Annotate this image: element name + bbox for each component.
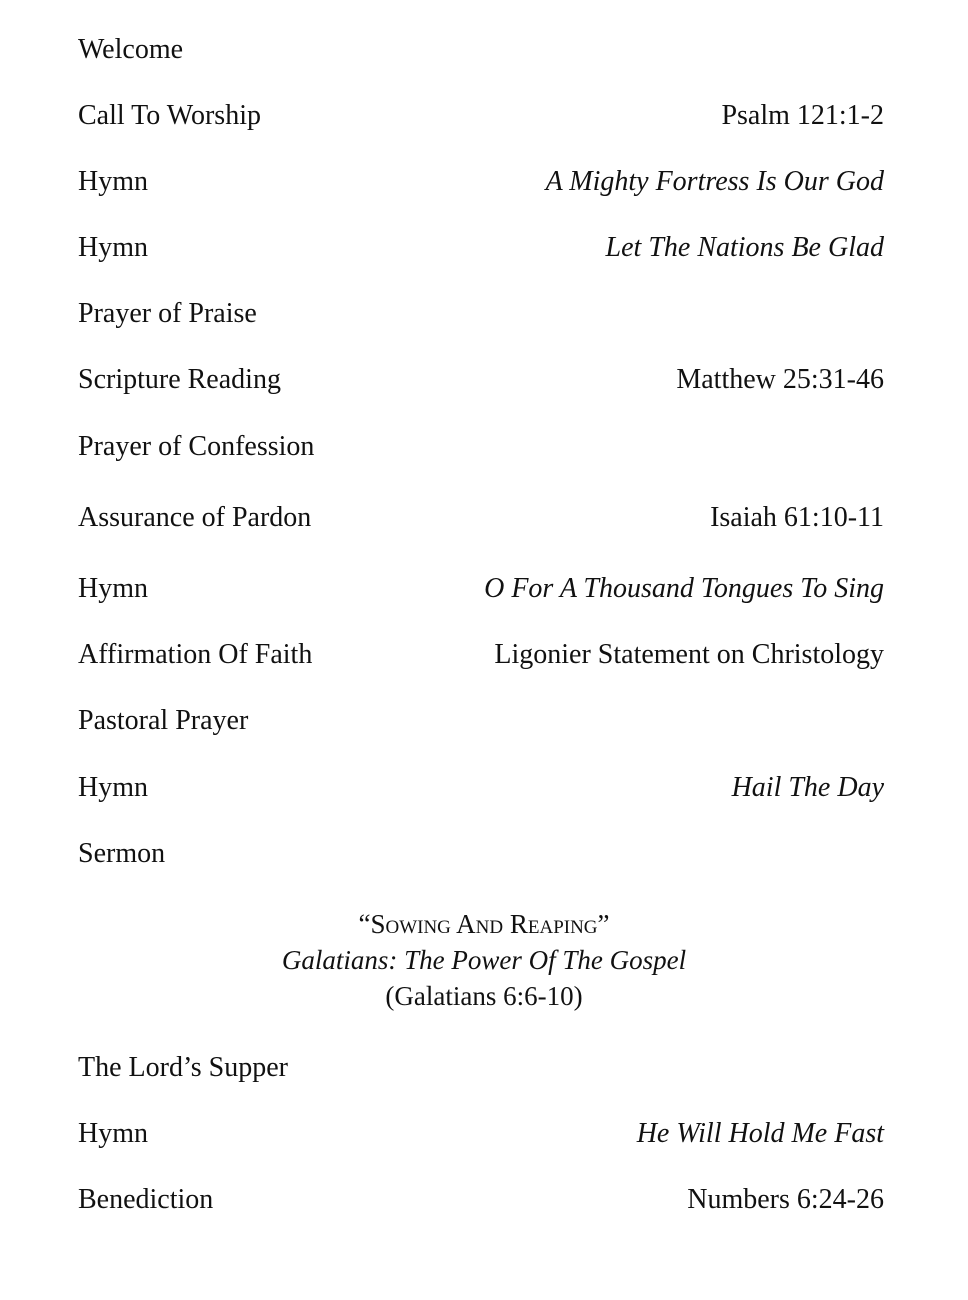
hymn-title: Let The Nations Be Glad (605, 232, 884, 263)
hymn-title: He Will Hold Me Fast (636, 1118, 884, 1149)
order-item-hymn-5 (78, 1114, 884, 1154)
order-item-lords-supper (78, 1048, 884, 1088)
order-item-label: Sermon (78, 838, 166, 869)
order-item-label: Hymn (78, 573, 148, 604)
sermon-passage: (Galatians 6:6-10) (385, 981, 583, 1011)
order-item-reference: Psalm 121:1-2 (721, 100, 884, 131)
order-item-label: Hymn (78, 232, 148, 263)
order-item-label: Prayer of Praise (78, 298, 257, 329)
order-item-prayer-of-praise (78, 294, 884, 334)
order-item-label: Hymn (78, 1118, 148, 1149)
order-item-assurance-of-pardon (78, 498, 884, 538)
order-item-hymn-4 (78, 768, 884, 808)
order-item-prayer-of-confession (78, 427, 884, 467)
order-item-sermon (78, 834, 884, 874)
order-item-hymn-2 (78, 228, 884, 268)
order-item-call-to-worship (78, 96, 884, 136)
order-item-label: Hymn (78, 166, 148, 197)
sermon-title: “Sowing And Reaping” (358, 909, 610, 939)
sermon-series: Galatians: The Power Of The Gospel (281, 945, 687, 975)
order-item-reference: Matthew 25:31-46 (676, 364, 884, 395)
order-item-reference: Numbers 6:24-26 (687, 1184, 884, 1215)
order-item-pastoral-prayer (78, 701, 884, 741)
order-item-reference: Isaiah 61:10-11 (710, 502, 884, 533)
hymn-title: A Mighty Fortress Is Our God (545, 166, 884, 197)
order-item-label: Hymn (78, 772, 148, 803)
order-item-hymn-1 (78, 162, 884, 202)
order-item-welcome (78, 30, 884, 70)
hymn-title: Hail The Day (731, 772, 884, 803)
order-item-label: Prayer of Confession (78, 431, 315, 462)
sermon-details (0, 906, 968, 1014)
order-item-label: Benediction (78, 1184, 214, 1215)
order-item-label: Affirmation Of Faith (78, 639, 313, 670)
order-item-label: Assurance of Pardon (78, 502, 312, 533)
order-item-reference: Ligonier Statement on Christology (494, 639, 884, 670)
order-item-benediction (78, 1180, 884, 1220)
hymn-title: O For A Thousand Tongues To Sing (484, 573, 884, 604)
order-item-hymn-3 (78, 569, 884, 609)
order-item-label: Pastoral Prayer (78, 705, 249, 736)
order-item-label: Scripture Reading (78, 364, 281, 395)
order-item-label: Welcome (78, 34, 184, 65)
order-item-label: The Lord’s Supper (78, 1052, 288, 1083)
order-item-label: Call To Worship (78, 100, 261, 131)
order-item-scripture-reading (78, 360, 884, 400)
order-item-affirmation-of-faith (78, 635, 884, 675)
